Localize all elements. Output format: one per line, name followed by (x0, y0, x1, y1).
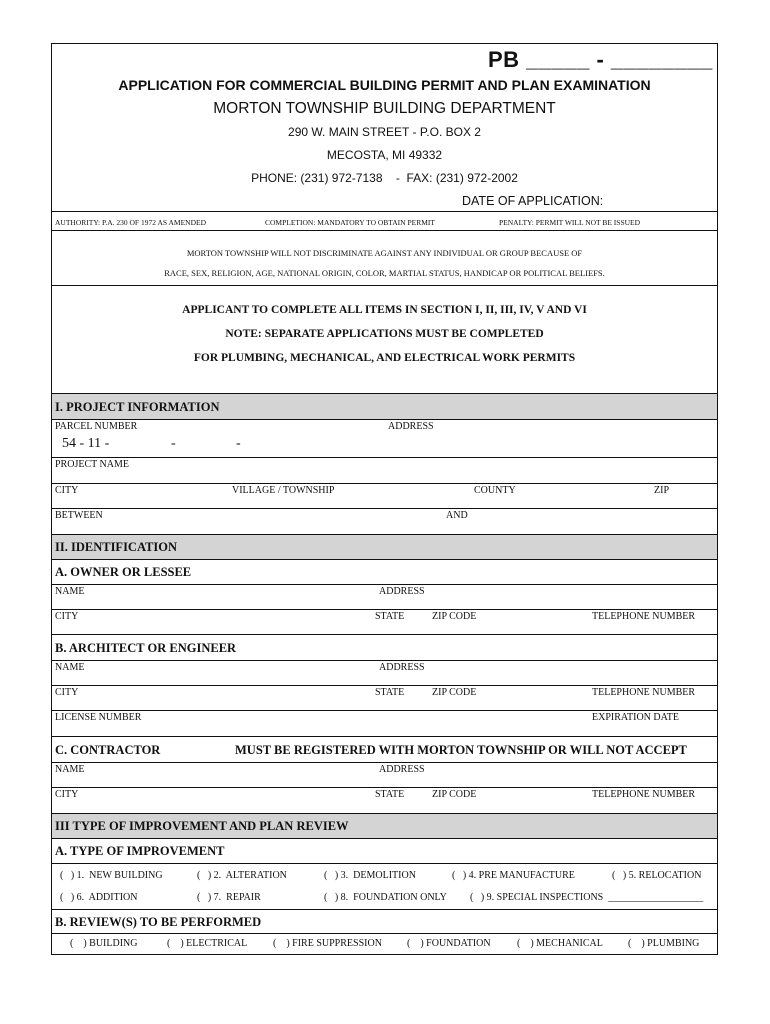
architect-zip-label: ZIP CODE (432, 687, 477, 698)
project-zip-label: ZIP (654, 485, 669, 496)
contractor-state-label: STATE (375, 789, 405, 800)
review-plumbing[interactable]: ( ) PLUMBING (628, 938, 700, 949)
section-1-title: I. PROJECT INFORMATION (55, 400, 220, 414)
parcel-number-dash-1: - (171, 436, 176, 451)
project-city-label: CITY (55, 485, 79, 496)
permit-number: PB _____ - ________ (488, 47, 713, 72)
review-mechanical[interactable]: ( ) MECHANICAL (517, 938, 603, 949)
option-alteration[interactable]: ( ) 2. ALTERATION (197, 870, 287, 881)
owner-state-label: STATE (375, 611, 405, 622)
project-name-label: PROJECT NAME (55, 459, 129, 470)
expiration-date-label: EXPIRATION DATE (592, 712, 679, 723)
owner-zip-label: ZIP CODE (432, 611, 477, 622)
owner-phone-label: TELEPHONE NUMBER (592, 611, 696, 622)
completion-text: COMPLETION: MANDATORY TO OBTAIN PERMIT (265, 218, 435, 227)
contractor-phone-label: TELEPHONE NUMBER (592, 789, 696, 800)
department-address: 290 W. MAIN STREET - P.O. BOX 2 (288, 125, 481, 139)
department-city: MECOSTA, MI 49332 (326, 148, 443, 162)
date-of-application-label: DATE OF APPLICATION: (462, 194, 604, 208)
review-title: B. REVIEW(S) TO BE PERFORMED (55, 915, 262, 929)
option-addition[interactable]: ( ) 6. ADDITION (60, 892, 138, 903)
architect-section-title: B. ARCHITECT OR ENGINEER (55, 641, 237, 655)
option-pre-manufacture[interactable]: ( ) 4. PRE MANUFACTURE (452, 870, 575, 881)
parcel-number-prefix[interactable]: 54 - 11 - (62, 436, 110, 451)
village-township-label: VILLAGE / TOWNSHIP (232, 485, 335, 496)
improvement-type-title: A. TYPE OF IMPROVEMENT (55, 844, 225, 858)
architect-phone-label: TELEPHONE NUMBER (592, 687, 696, 698)
section-2-title: II. IDENTIFICATION (55, 540, 178, 554)
authority-text: AUTHORITY: P.A. 230 OF 1972 AS AMENDED (55, 218, 206, 227)
option-special-inspections[interactable]: ( ) 9. SPECIAL INSPECTIONS ___________________ (470, 892, 704, 903)
section-3-title: III TYPE OF IMPROVEMENT AND PLAN REVIEW (55, 819, 349, 833)
contractor-name-label: NAME (55, 764, 85, 775)
contractor-address-label: ADDRESS (379, 764, 425, 775)
form-title: APPLICATION FOR COMMERCIAL BUILDING PERMIT AND PLAN EXAMINATION (118, 77, 651, 93)
penalty-text: PENALTY: PERMIT WILL NOT BE ISSUED (499, 218, 641, 227)
project-address-label: ADDRESS (388, 421, 434, 432)
instructions-line-1: APPLICANT TO COMPLETE ALL ITEMS IN SECTION I, II, III, IV, V AND VI (182, 304, 587, 316)
department-phone-fax: PHONE: (231) 972-7138 - FAX: (231) 972-2002 (251, 171, 518, 185)
architect-state-label: STATE (375, 687, 405, 698)
owner-section-title: A. OWNER OR LESSEE (55, 565, 192, 579)
instructions-line-3: FOR PLUMBING, MECHANICAL, AND ELECTRICAL WORK PERMITS (193, 352, 576, 364)
owner-city-label: CITY (55, 611, 79, 622)
contractor-registration-notice: MUST BE REGISTERED WITH MORTON TOWNSHIP OR WILL NOT ACCEPT (235, 743, 687, 757)
nondiscrimination-line-2: RACE, SEX, RELIGION, AGE, NATIONAL ORIGIN, COLOR, MARTIAL STATUS, HANDICAP OR POLITICAL BELIEFS. (164, 268, 605, 278)
between-label: BETWEEN (55, 510, 103, 521)
owner-name-label: NAME (55, 586, 85, 597)
license-number-label: LICENSE NUMBER (55, 712, 142, 723)
department-name: MORTON TOWNSHIP BUILDING DEPARTMENT (213, 100, 556, 117)
contractor-zip-label: ZIP CODE (432, 789, 477, 800)
contractor-section-title: C. CONTRACTOR (55, 743, 161, 757)
option-new-building[interactable]: ( ) 1. NEW BUILDING (60, 870, 163, 881)
architect-city-label: CITY (55, 687, 79, 698)
review-electrical[interactable]: ( ) ELECTRICAL (167, 938, 248, 949)
option-foundation-only[interactable]: ( ) 8. FOUNDATION ONLY (324, 892, 447, 903)
review-building[interactable]: ( ) BUILDING (70, 938, 138, 949)
architect-address-label: ADDRESS (379, 662, 425, 673)
owner-address-label: ADDRESS (379, 586, 425, 597)
permit-application-form (51, 43, 718, 955)
review-foundation[interactable]: ( ) FOUNDATION (407, 938, 491, 949)
nondiscrimination-line-1: MORTON TOWNSHIP WILL NOT DISCRIMINATE AGAINST ANY INDIVIDUAL OR GROUP BECAUSE OF (186, 248, 583, 258)
and-label: AND (446, 510, 468, 521)
option-demolition[interactable]: ( ) 3. DEMOLITION (324, 870, 416, 881)
option-repair[interactable]: ( ) 7. REPAIR (197, 892, 261, 903)
county-label: COUNTY (474, 485, 516, 496)
parcel-number-dash-2: - (236, 436, 241, 451)
contractor-city-label: CITY (55, 789, 79, 800)
architect-name-label: NAME (55, 662, 85, 673)
parcel-number-label: PARCEL NUMBER (55, 421, 138, 432)
instructions-line-2: NOTE: SEPARATE APPLICATIONS MUST BE COMPLETED (225, 328, 544, 340)
option-relocation[interactable]: ( ) 5. RELOCATION (612, 870, 702, 881)
review-fire-suppression[interactable]: ( ) FIRE SUPPRESSION (273, 938, 382, 949)
